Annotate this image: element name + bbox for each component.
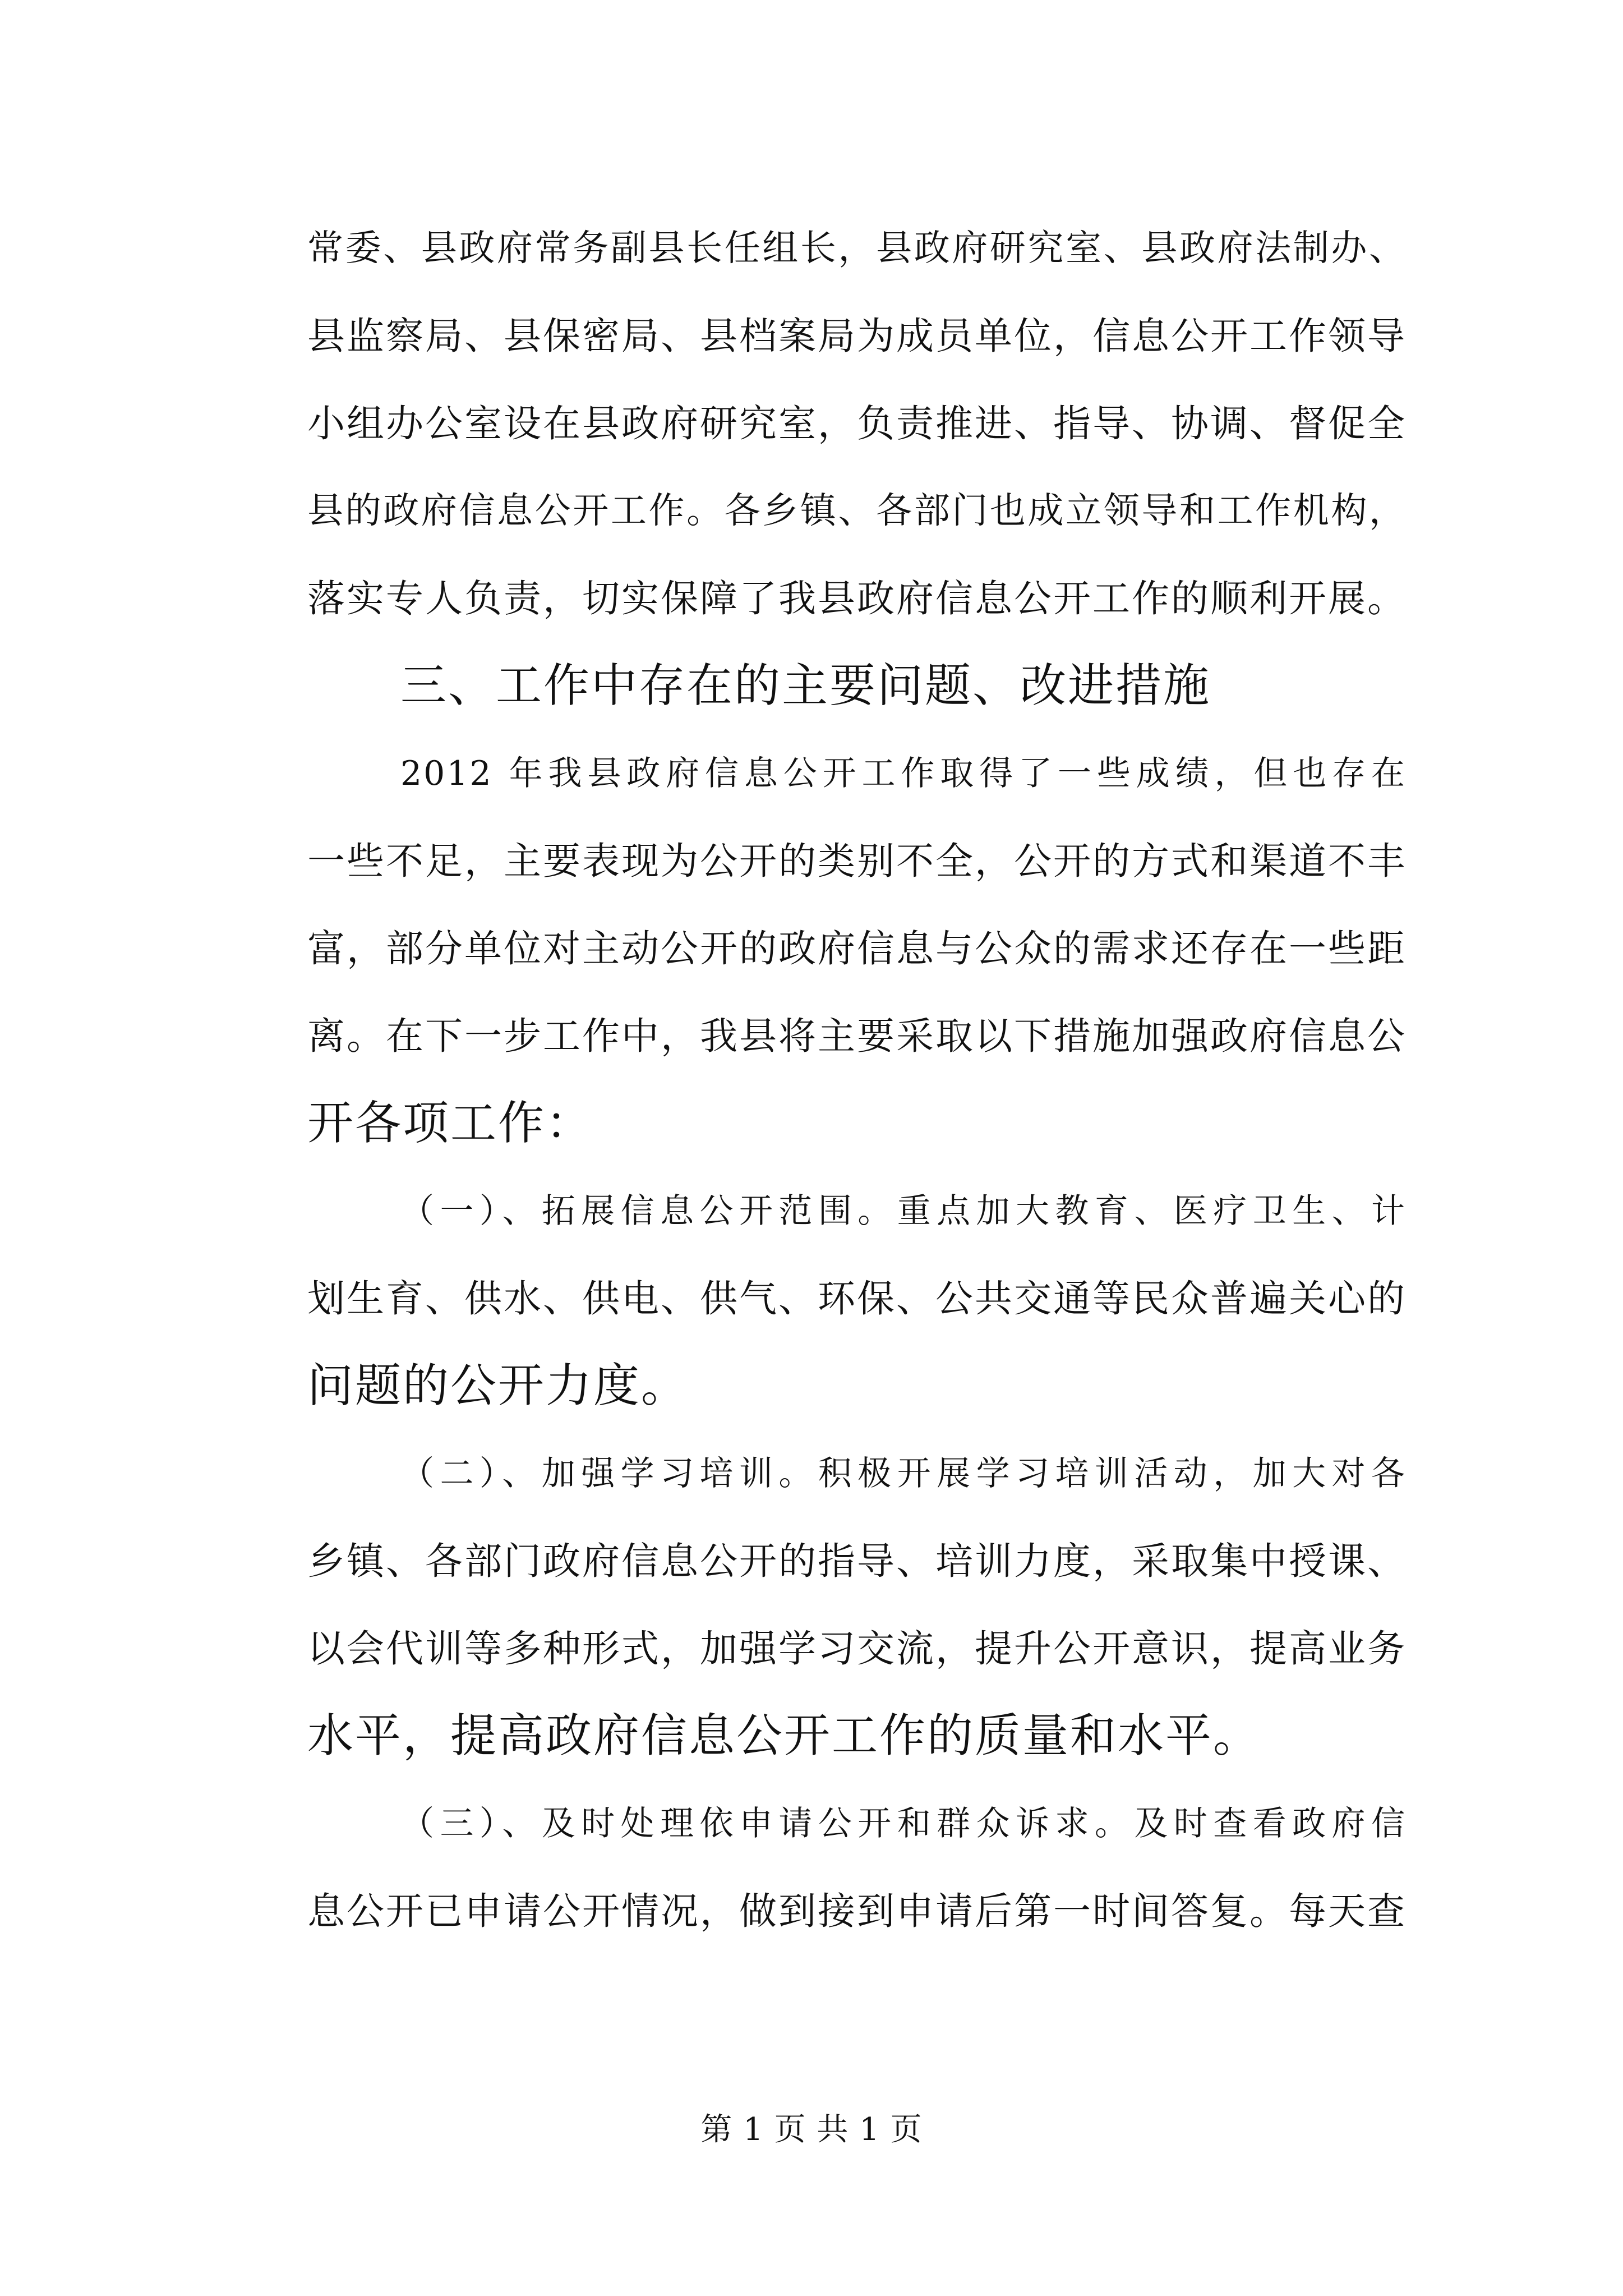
page-footer: 第 1 页 共 1 页: [700, 2111, 923, 2148]
section-heading: 三、工作中存在的主要问题、改进措施: [400, 659, 1211, 712]
text-line: 划生育、供水、供电、供气、环保、公共交通等民众普遍关心的: [307, 1277, 1407, 1320]
text-line: 富，部分单位对主动公开的政府信息与公众的需求还存在一些距: [307, 927, 1407, 970]
text-line: 开各项工作：: [307, 1097, 594, 1150]
text-line: 乡镇、各部门政府信息公开的指导、培训力度，采取集中授课、: [307, 1539, 1407, 1583]
text-line: 一些不足，主要表现为公开的类别不全，公开的方式和渠道不丰: [307, 839, 1407, 883]
text-line: 落实专人负责，切实保障了我县政府信息公开工作的顺利开展。: [307, 577, 1407, 620]
text-line: 小组办公室设在县政府研究室，负责推进、指导、协调、督促全: [307, 402, 1407, 445]
text-line: 息公开已申请公开情况，做到接到申请后第一时间答复。每天查: [307, 1889, 1407, 1933]
text-line: 问题的公开力度。: [307, 1359, 689, 1412]
text-line: （三）、及时处理依申请公开和群众诉求。及时查看政府信: [400, 1804, 1407, 1843]
text-line: 2012 年我县政府信息公开工作取得了一些成绩，但也存在: [400, 754, 1407, 793]
text-line: 县的政府信息公开工作。各乡镇、各部门也成立领导和工作机构，: [307, 490, 1407, 532]
text-line: 县监察局、县保密局、县档案局为成员单位，信息公开工作领导: [307, 314, 1407, 358]
text-line: 水平，提高政府信息公开工作的质量和水平。: [307, 1709, 1261, 1763]
text-line: 常委、县政府常务副县长任组长，县政府研究室、县政府法制办、: [307, 228, 1407, 269]
text-line: 以会代训等多种形式，加强学习交流，提升公开意识，提高业务: [307, 1627, 1407, 1671]
text-line: （二）、加强学习培训。积极开展学习培训活动，加大对各: [400, 1454, 1407, 1493]
text-line: （一）、拓展信息公开范围。重点加大教育、医疗卫生、计: [400, 1191, 1407, 1231]
document-body: [307, 205, 1407, 1955]
text-line: 离。在下一步工作中，我县将主要采取以下措施加强政府信息公: [307, 1014, 1407, 1058]
